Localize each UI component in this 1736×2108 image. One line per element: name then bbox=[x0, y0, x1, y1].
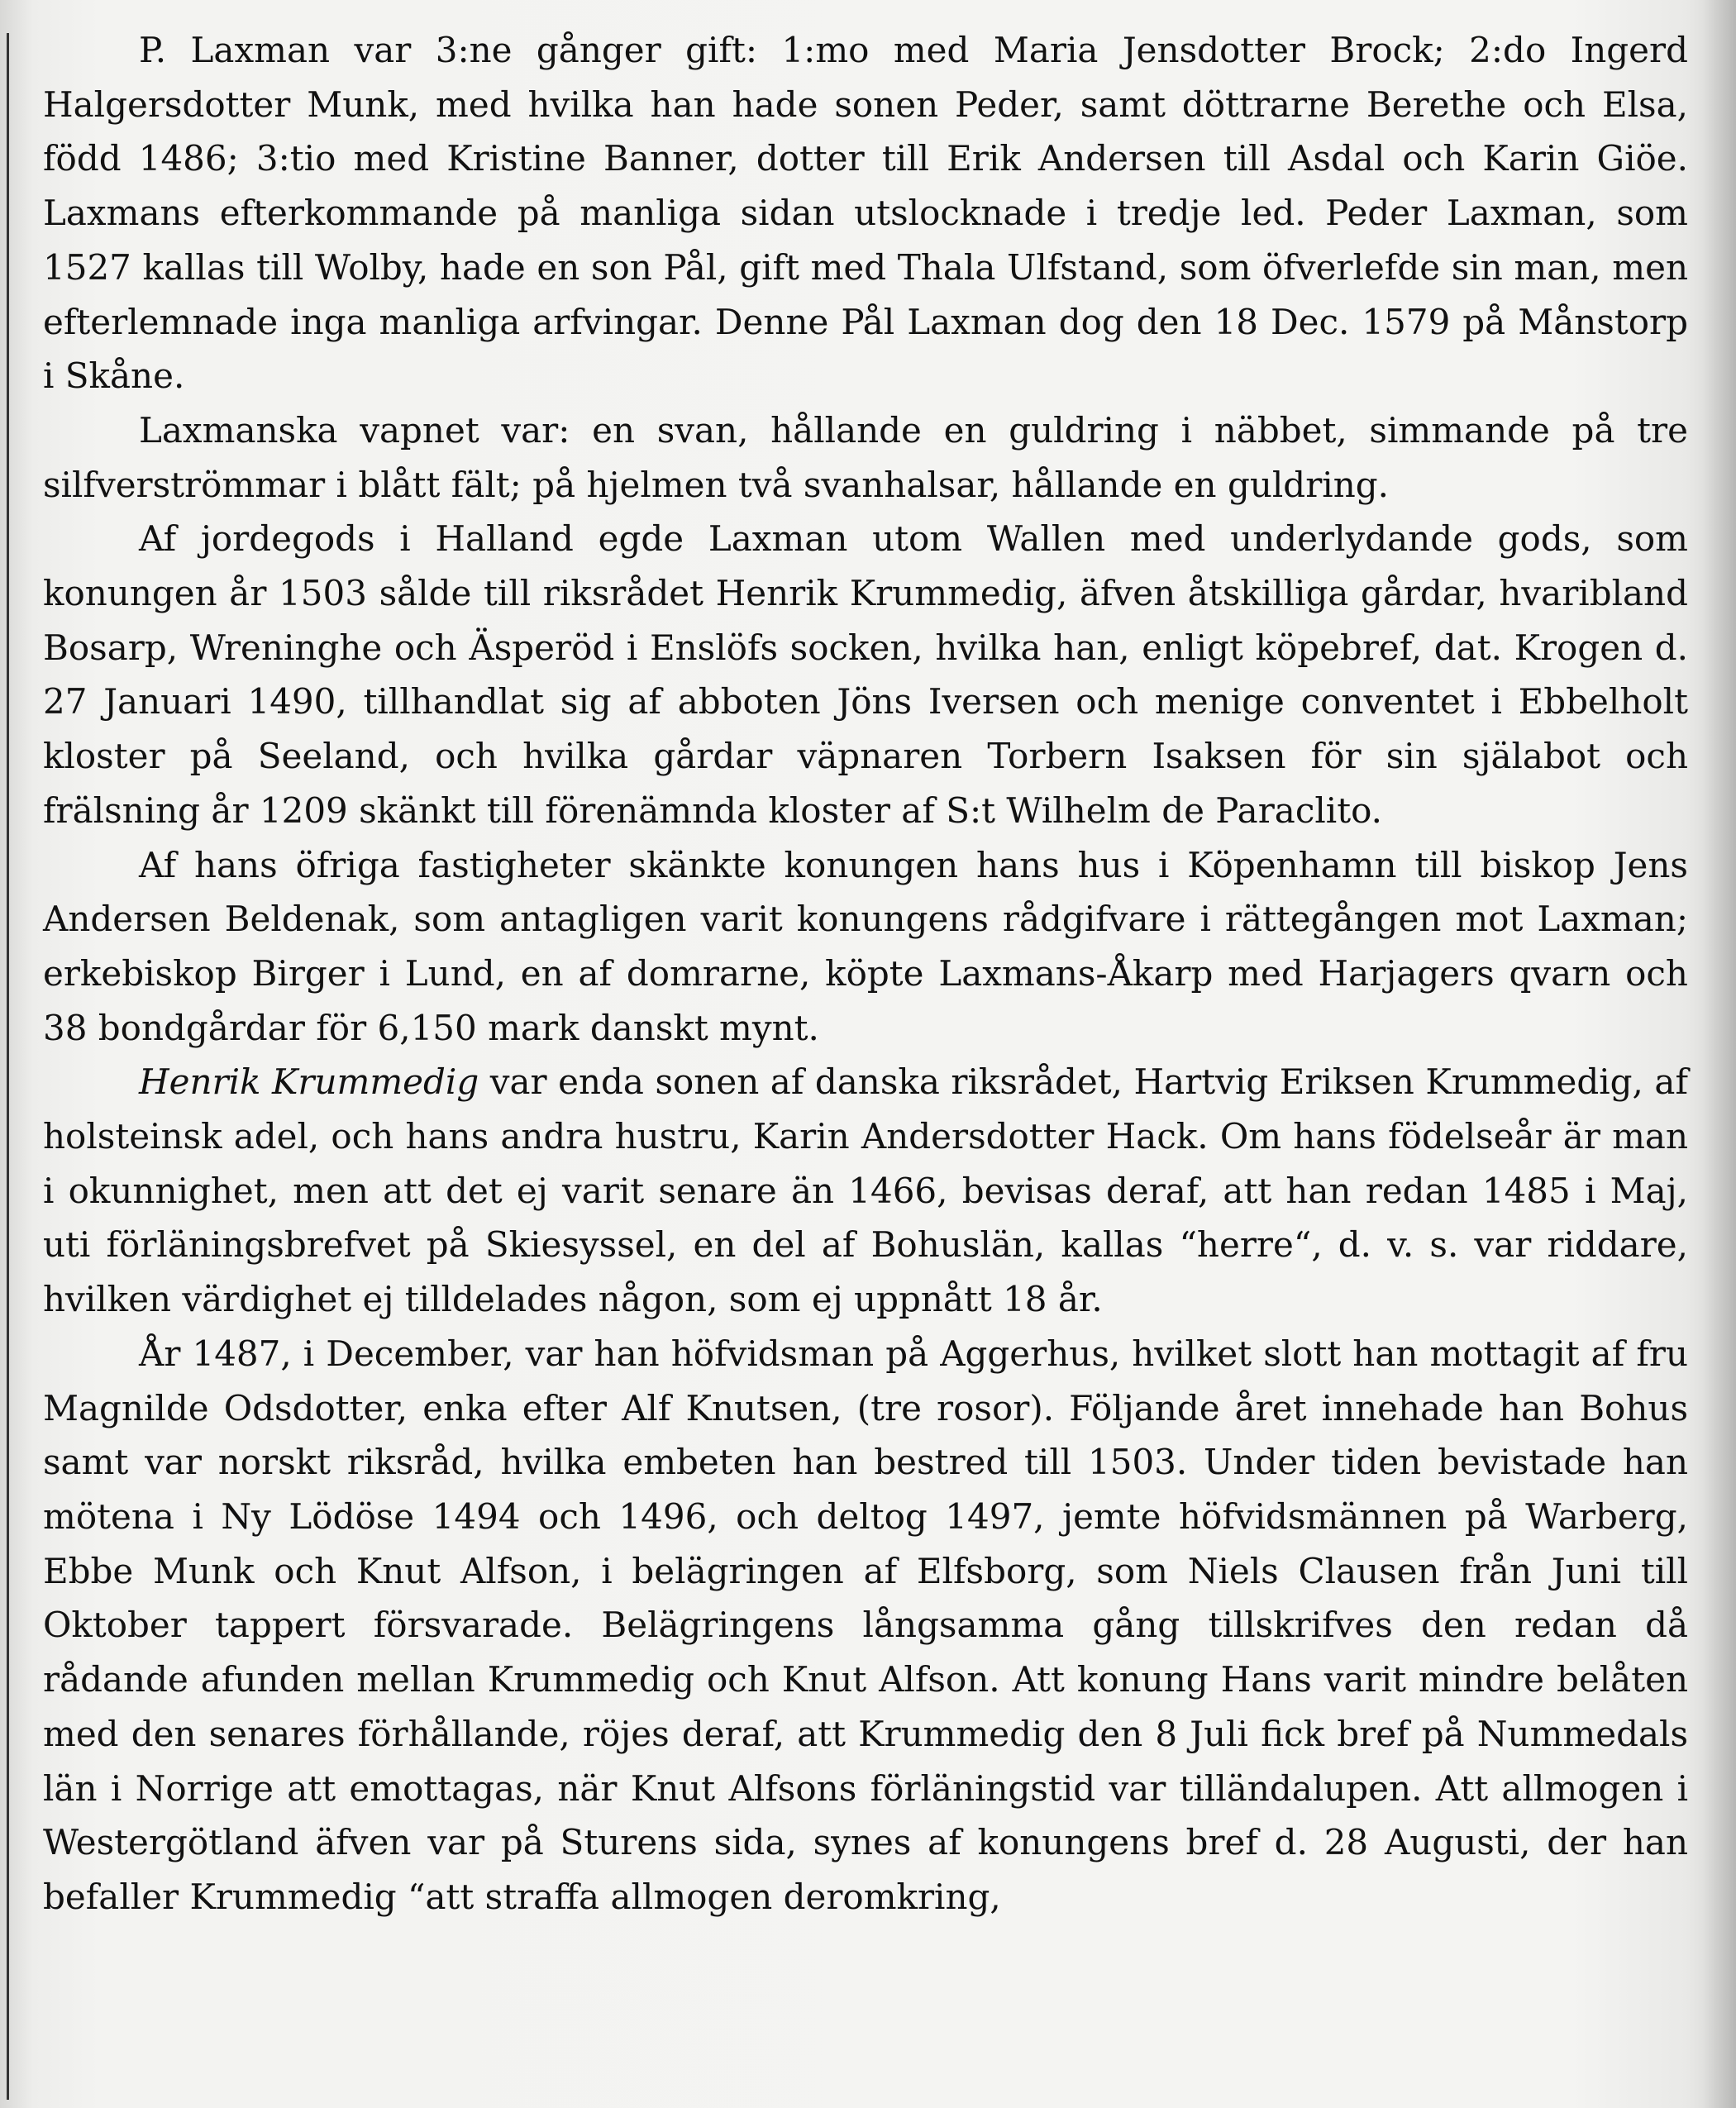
paragraph-text: Af hans öfriga fastigheter skänkte konungen hans hus i Köpenhamn till biskop Jens Andersen Beldenak, som antagligen varit konungens rådgifvare i rättegången mot Laxman; erkebiskop Birger i Lund, en af domrarne, köpte Laxmans-Åkarp med Harjagers qvarn och 38 bondgårdar för 6,150 mark danskt mynt. bbox=[43, 844, 1688, 1048]
paragraph-text: År 1487, i December, var han höfvidsman på Aggerhus, hvilket slott han mottagit af fru Magnilde Odsdotter, enka efter Alf Knutsen, (tre rosor). Följande året innehade han Bohus samt var norskt riksråd, hvilka embeten han bestred till 1503. Under tiden bevistade han mötena i Ny Lödöse 1494 och 1496, och deltog 1497, jemte höfvidsmännen på Warberg, Ebbe Munk och Knut Alfson, i belägringen af Elfsborg, som Niels Clausen från Juni till Oktober tappert försvarade. Belägringens långsamma gång tillskrifves den redan då rådande afunden mellan Krummedig och Knut Alfson. Att konung Hans varit mindre belåten med den senares förhållande, röjes deraf, att Krummedig den 8 Juli fick bref på Nummedals län i Norrige att emottagas, när Knut Alfsons förläningstid var tilländalupen. Att allmogen i Westergötland äfven var på Sturens sida, synes af konungens bref d. 28 Augusti, der han befaller Krummedig “att straffa allmogen deromkring, bbox=[43, 1333, 1688, 1917]
paragraph-halland-estates bbox=[43, 512, 1688, 837]
body-text bbox=[43, 23, 1688, 1924]
page-edge-shadow bbox=[1703, 0, 1736, 2108]
paragraph-text: Af jordegods i Halland egde Laxman utom Wallen med underlydande gods, som konungen år 1503 sålde till riksrådet Henrik Krummedig, äfven åtskilliga gårdar, hvaribland Bosarp, Wreninghe och Äsperöd i Enslöfs socken, hvilka han, enligt köpebref, dat. Krogen d. 27 Januari 1490, tillhandlat sig af abboten Jöns Iversen och menige conventet i Ebbelholt kloster på Seeland, och hvilka gårdar väpnaren Torbern Isaksen för sin själabot och frälsning år 1209 skänkt till förenämnda kloster af S:t Wilhelm de Paraclito. bbox=[43, 518, 1688, 831]
paragraph-text: P. Laxman var 3:ne gånger gift: 1:mo med Maria Jensdotter Brock; 2:do Ingerd Halgersdotter Munk, med hvilka han hade sonen Peder, samt döttrarne Berethe och Elsa, född 1486; 3:tio med Kristine Banner, dotter till Erik Andersen till Asdal och Karin Giöe. Laxmans efterkommande på manliga sidan utslocknade i tredje led. Peder Laxman, som 1527 kallas till Wolby, hade en son Pål, gift med Thala Ulfstand, som öfverlefde sin man, men efterlemnade inga manliga arfvingar. Denne Pål Laxman dog den 18 Dec. 1579 på Månstorp i Skåne. bbox=[43, 30, 1688, 397]
paragraph-text: var enda sonen af danska riksrådet, Hartvig Eriksen Krummedig, af holsteinsk adel, och hans andra hustru, Karin Andersdotter Hack. Om hans födelseår är man i okunnighet, men att det ej varit senare än 1466, bevisas deraf, att han redan 1485 i Maj, uti förläningsbrefvet på Skiesyssel, en del af Bohuslän, kallas “herre“, d. v. s. var riddare, hvilken värdighet ej tilldelades någon, som ej uppnått 18 år. bbox=[43, 1061, 1688, 1320]
paragraph-other-properties bbox=[43, 838, 1688, 1056]
paragraph-laxman-arms bbox=[43, 403, 1688, 512]
paragraph-year-1487 bbox=[43, 1327, 1688, 1924]
paragraph-henrik-krummedig bbox=[43, 1055, 1688, 1327]
paragraph-laxman-marriages bbox=[43, 23, 1688, 403]
page-margin-rule bbox=[7, 33, 9, 2100]
paragraph-text: Laxmanska vapnet var: en svan, hållande en guldring i näbbet, simmande på tre silfverströmmar i blått fält; på hjelmen två svanhalsar, hållande en guldring. bbox=[43, 409, 1688, 505]
paragraph-lead-name: Henrik Krummedig bbox=[139, 1061, 479, 1103]
